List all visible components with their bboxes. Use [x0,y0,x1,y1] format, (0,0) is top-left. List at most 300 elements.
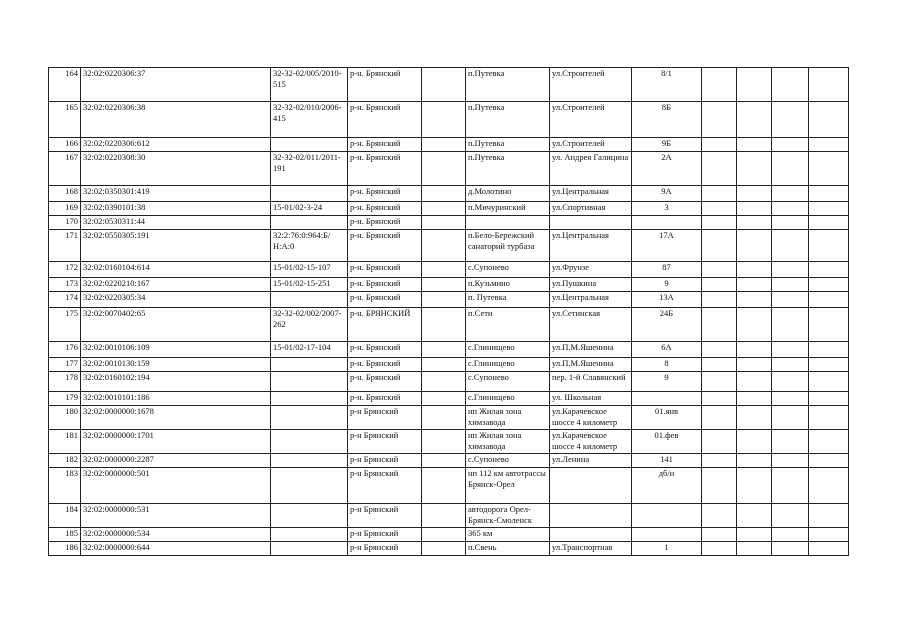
cell-house: 9Б [632,138,702,152]
cell-loc: д.Молотино [466,186,550,202]
cell-house: 2А [632,152,702,186]
table-row [49,342,849,358]
cell-loc: нп Жилая зона химзавода [466,430,550,454]
cell-dist: р-н Брянский [348,406,422,430]
cell-dist: р-н. Брянский [348,186,422,202]
cell-e [422,406,466,430]
cell-empty [772,138,809,152]
cell-street: ул.П.М.Яшенина [550,342,632,358]
cell-dist: р-н. Брянский [348,102,422,138]
cell-loc: с.Глинищево [466,392,550,406]
cell-e [422,528,466,542]
cell-empty [809,102,849,138]
table-row [49,406,849,430]
cell-dist: р-н. Брянский [348,152,422,186]
cell-street [550,528,632,542]
table-row [49,102,849,138]
cell-empty [702,292,737,308]
cell-empty [809,230,849,262]
cell-empty [809,216,849,230]
cell-cad: 32:02:0010130:159 [81,358,271,372]
cell-n: 182 [49,454,81,468]
cell-n: 178 [49,372,81,392]
cell-house [632,504,702,528]
cell-e [422,186,466,202]
cell-dist: р-н. Брянский [348,202,422,216]
cell-loc: п.Путевка [466,152,550,186]
cell-loc: с.Супонево [466,372,550,392]
cell-street: ул.Карачевское шоссе 4 километр [550,430,632,454]
cell-empty [737,202,772,216]
cell-reg [271,216,348,230]
cell-reg: 32:2:76:0:964:Б/Н:А:0 [271,230,348,262]
cell-e [422,392,466,406]
cell-cad: 32:02:0000000:531 [81,504,271,528]
table-row [49,216,849,230]
cell-e [422,262,466,278]
cell-empty [772,216,809,230]
cell-reg [271,468,348,504]
cell-dist: р-н. Брянский [348,392,422,406]
cell-cad: 32:02:0390101:38 [81,202,271,216]
cell-empty [702,308,737,342]
cell-reg [271,372,348,392]
cell-empty [772,542,809,556]
cell-empty [809,138,849,152]
cell-e [422,138,466,152]
table-row [49,138,849,152]
cell-empty [809,392,849,406]
cell-house: 3 [632,202,702,216]
cell-loc: с.Глинищево [466,358,550,372]
cell-e [422,230,466,262]
cell-loc: 365 км [466,528,550,542]
table-row [49,430,849,454]
cell-loc: п.Свень [466,542,550,556]
cell-empty [809,202,849,216]
cell-empty [702,528,737,542]
cell-dist: р-н. Брянский [348,292,422,308]
cell-empty [737,262,772,278]
cell-reg: 15-01/02-15-107 [271,262,348,278]
cell-loc: п.Кузьмино [466,278,550,292]
cell-n: 176 [49,342,81,358]
table-body [49,68,849,556]
cell-empty [702,342,737,358]
cell-house: 8 [632,358,702,372]
table-row [49,468,849,504]
cell-empty [702,152,737,186]
cell-empty [737,406,772,430]
cell-dist: р-н Брянский [348,454,422,468]
cell-cad: 32:02:0000000:501 [81,468,271,504]
cell-empty [809,292,849,308]
cell-empty [772,430,809,454]
cell-e [422,308,466,342]
cell-e [422,372,466,392]
cell-empty [737,230,772,262]
cell-empty [737,372,772,392]
cell-dist: р-н. Брянский [348,358,422,372]
cell-empty [772,342,809,358]
cell-n: 174 [49,292,81,308]
table-row [49,186,849,202]
cell-n: 171 [49,230,81,262]
cell-cad: 32:02:0160104:614 [81,262,271,278]
cell-empty [809,406,849,430]
cell-loc: п.Путевка [466,138,550,152]
cell-house: 141 [632,454,702,468]
cell-empty [702,358,737,372]
cell-cad: 32:02:0550305:191 [81,230,271,262]
cell-empty [809,528,849,542]
cell-empty [772,278,809,292]
cell-reg [271,528,348,542]
cell-cad: 32:02:0220306:37 [81,68,271,102]
cell-n: 181 [49,430,81,454]
cell-empty [772,406,809,430]
cell-street [550,504,632,528]
cell-house: 6А [632,342,702,358]
cell-reg [271,358,348,372]
cell-empty [702,372,737,392]
cell-reg: 15-01/02-15-251 [271,278,348,292]
cell-n: 173 [49,278,81,292]
cell-empty [702,138,737,152]
cell-empty [809,68,849,102]
cell-house: 8Б [632,102,702,138]
cell-empty [772,292,809,308]
cell-empty [809,308,849,342]
cell-cad: 32:02:0000000:644 [81,542,271,556]
cell-house: 9 [632,372,702,392]
cell-street: ул.Строителей [550,68,632,102]
cell-cad: 32:02:0070402:65 [81,308,271,342]
table-row [49,152,849,186]
cell-dist: р-н. Брянский [348,230,422,262]
table-row [49,372,849,392]
cell-street: ул.Сетинская [550,308,632,342]
cell-n: 184 [49,504,81,528]
cell-n: 168 [49,186,81,202]
cell-loc: п.Путевка [466,68,550,102]
cell-street [550,216,632,230]
cell-empty [702,392,737,406]
cell-empty [772,468,809,504]
table-row [49,542,849,556]
cell-empty [702,230,737,262]
cell-empty [737,504,772,528]
cell-cad: 32:02:0010106:109 [81,342,271,358]
cell-e [422,542,466,556]
cell-e [422,216,466,230]
table-row [49,454,849,468]
cell-empty [737,454,772,468]
cell-house [632,528,702,542]
cell-house: 87 [632,262,702,278]
cell-empty [702,216,737,230]
cell-e [422,468,466,504]
cell-dist: р-н. БРЯНСКИЙ [348,308,422,342]
cell-n: 175 [49,308,81,342]
cell-empty [772,262,809,278]
cell-reg [271,392,348,406]
table-row [49,68,849,102]
cell-e [422,504,466,528]
cell-house: 8/1 [632,68,702,102]
cell-loc: п. Путевка [466,292,550,308]
cell-house [632,392,702,406]
cell-n: 177 [49,358,81,372]
cell-cad: 32:02:0350301:419 [81,186,271,202]
cell-empty [737,186,772,202]
cell-dist: р-н Брянский [348,528,422,542]
cell-n: 170 [49,216,81,230]
cell-cad: 32:02:0220308:30 [81,152,271,186]
cell-loc: с.Глинищево [466,342,550,358]
cell-n: 183 [49,468,81,504]
cell-n: 165 [49,102,81,138]
cell-empty [702,278,737,292]
cell-empty [702,454,737,468]
cell-house: 9 [632,278,702,292]
cell-empty [737,102,772,138]
cell-n: 172 [49,262,81,278]
table-row [49,278,849,292]
table-row [49,292,849,308]
cell-street: пер. 1-й Славянский [550,372,632,392]
cell-loc: нп 112 км автотрассы Брянск-Орел [466,468,550,504]
cell-empty [772,308,809,342]
cell-dist: р-н. Брянский [348,278,422,292]
cell-n: 166 [49,138,81,152]
cell-empty [809,454,849,468]
cell-house: 01.фев [632,430,702,454]
cell-empty [809,342,849,358]
cell-dist: р-н. Брянский [348,138,422,152]
cell-cad: 32:02:0220306:612 [81,138,271,152]
cell-street: ул.Строителей [550,138,632,152]
cell-loc: нп Жилая зона химзавода [466,406,550,430]
cell-loc: п.Путевка [466,102,550,138]
cell-empty [737,542,772,556]
cell-n: 186 [49,542,81,556]
cell-street: ул.П.М.Яшенина [550,358,632,372]
table-row [49,504,849,528]
table-row [49,528,849,542]
cell-reg: 32-32-02/005/2010-515 [271,68,348,102]
cell-cad: 32:02:0220306:38 [81,102,271,138]
cell-house: 24Б [632,308,702,342]
cell-empty [702,186,737,202]
cell-loc: п.Сети [466,308,550,342]
cell-empty [737,68,772,102]
cell-house [632,216,702,230]
cell-street: ул.Пушкина [550,278,632,292]
cell-empty [737,430,772,454]
cell-empty [702,406,737,430]
cell-empty [809,542,849,556]
cell-street: ул. Андрея Галицина [550,152,632,186]
cell-reg: 32-32-02/002/2007-262 [271,308,348,342]
cell-street: ул.Центральная [550,186,632,202]
cell-empty [702,430,737,454]
cell-empty [809,186,849,202]
cell-street: ул.Центральная [550,292,632,308]
cell-street [550,468,632,504]
cell-empty [772,372,809,392]
cell-n: 164 [49,68,81,102]
table-row [49,262,849,278]
cell-house: 1 [632,542,702,556]
cell-empty [702,504,737,528]
cell-house: 13А [632,292,702,308]
cell-empty [702,68,737,102]
cell-dist: р-н Брянский [348,430,422,454]
cell-dist: р-н Брянский [348,504,422,528]
cell-empty [737,308,772,342]
cell-empty [737,528,772,542]
cell-empty [772,68,809,102]
cell-empty [702,262,737,278]
cell-cad: 32:02:0220305:34 [81,292,271,308]
cell-dist: р-н Брянский [348,468,422,504]
cell-e [422,454,466,468]
cell-empty [772,358,809,372]
cell-cad: 32:02:0160102:194 [81,372,271,392]
cell-empty [772,230,809,262]
cell-house: 9А [632,186,702,202]
cell-empty [737,138,772,152]
cell-e [422,152,466,186]
cell-reg [271,504,348,528]
cell-loc: п.Бело-Бережский санаторий турбаза [466,230,550,262]
cell-empty [809,278,849,292]
cell-house: дб/н [632,468,702,504]
cell-e [422,292,466,308]
cell-cad: 32:02:0000000:534 [81,528,271,542]
cell-street: ул.Карачевское шоссе 4 километр [550,406,632,430]
cell-reg [271,542,348,556]
cell-street: ул.Строителей [550,102,632,138]
cell-street: ул.Ленина [550,454,632,468]
cell-empty [809,504,849,528]
cell-empty [737,292,772,308]
cell-reg: 15-01/02-17-104 [271,342,348,358]
cell-empty [772,102,809,138]
cell-reg [271,454,348,468]
cell-dist: р-н Брянский [348,542,422,556]
cell-reg: 15-01/02-3-24 [271,202,348,216]
cell-street: ул.Фрунзе [550,262,632,278]
cell-empty [737,392,772,406]
cell-empty [772,392,809,406]
cell-empty [772,528,809,542]
cell-reg [271,406,348,430]
cell-empty [772,186,809,202]
cell-dist: р-н. Брянский [348,262,422,278]
cell-empty [737,216,772,230]
cell-street: ул.Спортивная [550,202,632,216]
cell-street: ул. Школьная [550,392,632,406]
cell-house: 01.янв [632,406,702,430]
cell-reg: 32-32-02/011/2011-191 [271,152,348,186]
cell-reg: 32-32-02/010/2006-415 [271,102,348,138]
cell-house: 17А [632,230,702,262]
cell-empty [772,152,809,186]
cell-street: ул.Центральная [550,230,632,262]
cell-e [422,342,466,358]
cell-empty [737,152,772,186]
cell-n: 167 [49,152,81,186]
cell-empty [809,430,849,454]
cell-loc: п.Мичуринский [466,202,550,216]
cell-empty [772,202,809,216]
cell-reg [271,292,348,308]
cell-dist: р-н. Брянский [348,372,422,392]
table-row [49,392,849,406]
cell-empty [737,468,772,504]
cell-dist: р-н. Брянский [348,68,422,102]
cell-e [422,358,466,372]
table-row [49,358,849,372]
cell-e [422,278,466,292]
cell-cad: 32:02:0530311:44 [81,216,271,230]
cell-dist: р-н. Брянский [348,216,422,230]
cell-e [422,102,466,138]
cell-cad: 32:02:0000000:1678 [81,406,271,430]
cell-e [422,430,466,454]
cell-e [422,68,466,102]
cell-n: 179 [49,392,81,406]
cell-cad: 32:02:0000000:2287 [81,454,271,468]
cell-empty [809,468,849,504]
cell-empty [702,102,737,138]
cell-empty [772,454,809,468]
register-table [48,67,849,556]
cell-empty [737,358,772,372]
cell-n: 185 [49,528,81,542]
cell-loc: автодорога Орел-Брянск-Смоленск [466,504,550,528]
cell-cad: 32:02:0000000:1701 [81,430,271,454]
cell-loc: с.Супонево [466,262,550,278]
cell-reg [271,430,348,454]
cell-loc [466,216,550,230]
cell-dist: р-н. Брянский [348,342,422,358]
cell-cad: 32:02:0220210:167 [81,278,271,292]
cell-reg [271,138,348,152]
cell-n: 180 [49,406,81,430]
cell-n: 169 [49,202,81,216]
cell-street: ул.Транспортная [550,542,632,556]
cell-empty [809,152,849,186]
cell-empty [737,278,772,292]
cell-empty [702,542,737,556]
table-row [49,202,849,216]
cell-e [422,202,466,216]
table-row [49,308,849,342]
cell-empty [809,358,849,372]
cell-reg [271,186,348,202]
cell-empty [809,372,849,392]
cell-empty [702,468,737,504]
cell-cad: 32:02:0010101:186 [81,392,271,406]
cell-empty [702,202,737,216]
cell-empty [809,262,849,278]
cell-loc: с.Супонево [466,454,550,468]
table-row [49,230,849,262]
cell-empty [737,342,772,358]
